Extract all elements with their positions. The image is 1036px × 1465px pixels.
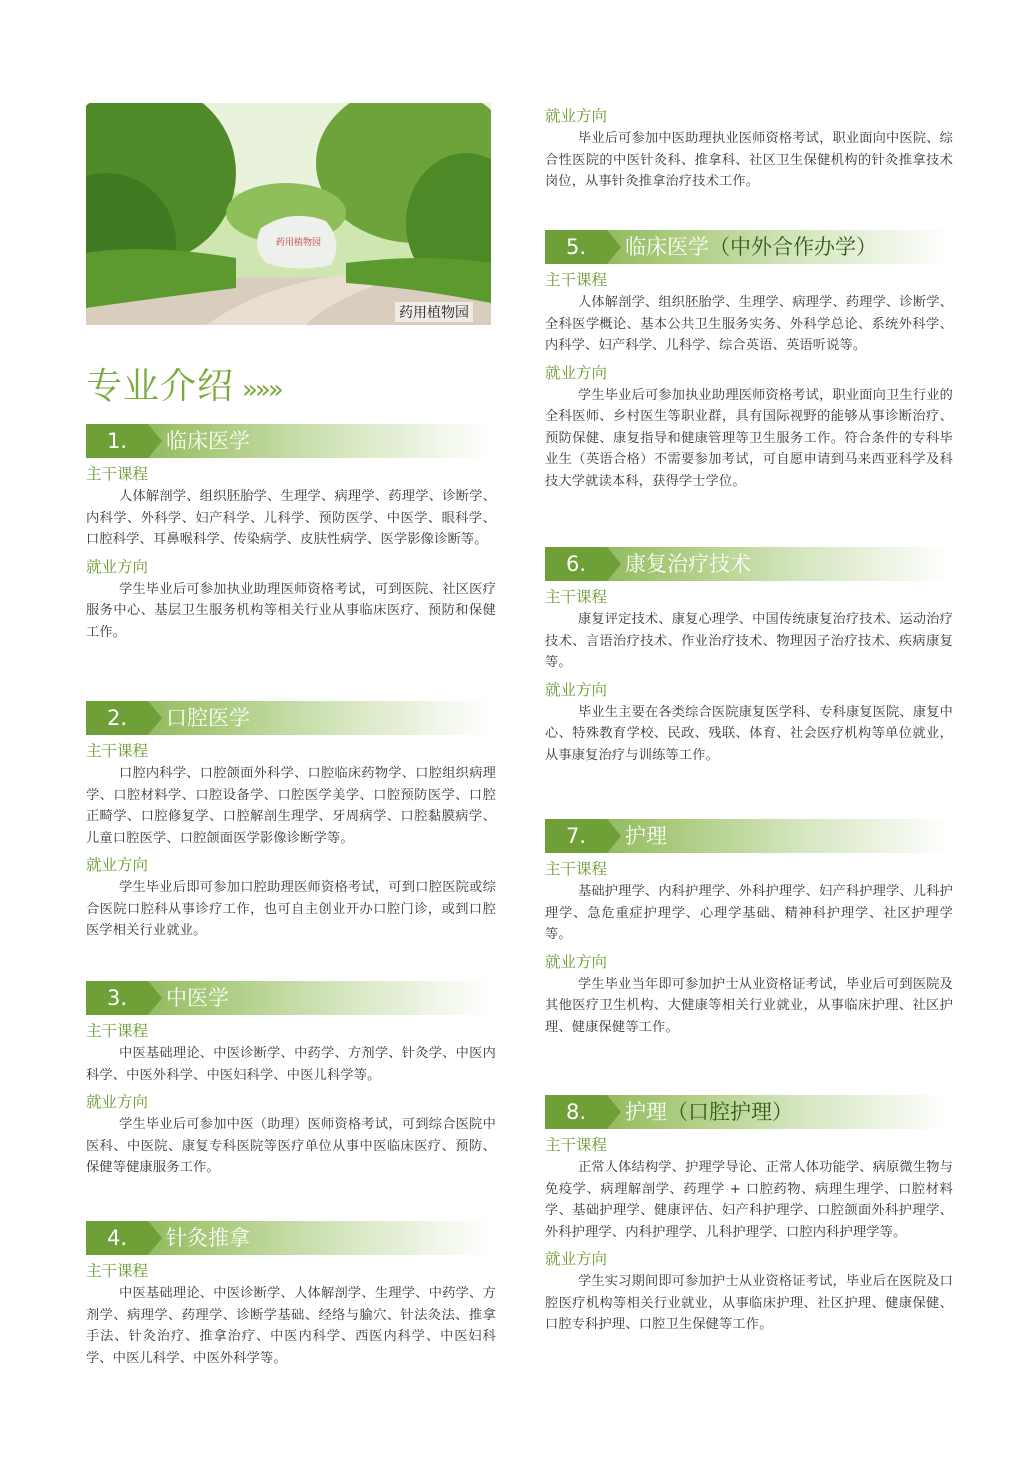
section-number: 2. [86, 701, 148, 735]
chevron-right-icon [148, 701, 162, 735]
section-name-main: 临床医学 [625, 235, 709, 259]
course-label: 主干课程 [86, 1262, 149, 1280]
course-text: 中医基础理论、中医诊断学、中药学、方剂学、针灸学、中医内科学、中医外科学、中医妇科学、中医儿科学等。 [86, 1046, 496, 1083]
section-name-main: 护理 [625, 824, 667, 848]
course-text: 口腔内科学、口腔颌面外科学、口腔临床药物学、口腔组织病理学、口腔材料学、口腔设备学、口腔医学美学、口腔预防医学、口腔正畸学、口腔修复学、口腔解剖生理学、牙周病学、口腔黏膜病学、儿童口腔医学、口腔颌面医学影像诊断学等。 [86, 766, 496, 846]
career-label: 就业方向 [545, 363, 608, 382]
photo-caption: 药用植物园 [395, 302, 473, 322]
section-name [166, 424, 250, 458]
section-name-main: 护理 [625, 1100, 667, 1124]
career-text: 毕业生主要在各类综合医院康复医学科、专科康复医院、康复中心、特殊教育学校、民政、残联、体育、社会医疗机构等单位就业，从事康复治疗与训练等工作。 [545, 704, 953, 763]
chevron-right-icon [607, 1095, 621, 1129]
section-name-main: 临床医学 [166, 429, 250, 453]
course-text: 人体解剖学、组织胚胎学、生理学、病理学、药理学、诊断学、内科学、外科学、妇产科学、儿科学、预防医学、中医学、眼科学、口腔科学、耳鼻喉科学、传染病学、皮肤性病学、医学影像诊断等。 [86, 489, 496, 547]
major-section-7 [545, 819, 953, 1038]
career-label: 就业方向 [545, 1250, 608, 1268]
career-text: 学生毕业后即可参加口腔助理医师资格考试，可到口腔医院或综合医院口腔科从事诊疗工作，也可自主创业开办口腔门诊，或到口腔医学相关行业就业。 [86, 880, 496, 938]
section-number: 7. [545, 819, 607, 853]
career-text: 学生实习期间即可参加护士从业资格证考试，毕业后在医院及口腔医疗机构等相关行业就业，从事临床护理、社区护理、健康保健、口腔专科护理、口腔卫生保健等工作。 [545, 1274, 953, 1332]
course-text: 人体解剖学、组织胚胎学、生理学、病理学、药理学、诊断学、全科医学概论、基本公共卫生服务实务、外科学总论、系统外科学、内科学、妇产科学、儿科学、综合英语、英语听说等。 [545, 295, 953, 353]
course-label: 主干课程 [545, 860, 608, 878]
chevron-right-icon [148, 424, 162, 458]
career-text: 学生毕业后可参加执业助理医师资格考试，职业面向卫生行业的全科医师、乡村医生等职业群，具有国际视野的能够从事诊断治疗、预防保健、康复指导和健康管理等卫生服务工作。符合条件的专科毕业生（英语合格）不需要参加考试，可自愿申请到马来西亚科学及科技大学就读本科，获得学士学位。 [545, 387, 953, 489]
career-text: 学生毕业后可参加执业助理医师资格考试，可到医院、社区医疗服务中心、基层卫生服务机构等相关行业从事临床医疗、预防和保健工作。 [86, 581, 496, 640]
course-label: 主干课程 [545, 271, 608, 289]
section-name-paren: （中外合作办学） [709, 235, 877, 259]
course-text: 基础护理学、内科护理学、外科护理学、妇产科护理学、儿科护理学、急危重症护理学、心理学基础、精神科护理学、社区护理学等。 [545, 884, 953, 942]
section-header-bar [86, 1221, 491, 1255]
section-name [625, 230, 877, 264]
course-label: 主干课程 [86, 465, 149, 483]
course-label: 主干课程 [545, 1136, 608, 1154]
major-section-3 [86, 981, 496, 1179]
section-number: 8. [545, 1095, 607, 1129]
course-text: 中医基础理论、中医诊断学、人体解剖学、生理学、中药学、方剂学、病理学、药理学、诊断学基础、经络与腧穴、针法灸法、推拿手法、针灸治疗、推拿治疗、中医内科学、西医内科学、中医妇科学、中医儿科学、中医外科学等。 [86, 1286, 496, 1366]
section-header-bar [545, 547, 950, 581]
intro-title-text: 专业介绍 [86, 366, 235, 407]
section-header-bar [86, 424, 491, 458]
section-name-main: 康复治疗技术 [625, 552, 751, 576]
section-number: 3. [86, 981, 148, 1015]
garden-photo-image [86, 103, 491, 325]
section-name [166, 1221, 250, 1255]
section-header-bar [86, 981, 491, 1015]
major-section-6 [545, 547, 953, 766]
section-number: 4. [86, 1221, 148, 1255]
chevron-right-icon [607, 230, 621, 264]
section-name [166, 701, 250, 735]
section-name [625, 1095, 793, 1129]
section-header-bar [545, 819, 950, 853]
section-number: 6. [545, 547, 607, 581]
course-text: 康复评定技术、康复心理学、中国传统康复治疗技术、运动治疗技术、言语治疗技术、作业治疗技术、物理因子治疗技术、疾病康复等。 [545, 612, 953, 670]
stone-text: 药用植物园 [276, 238, 322, 248]
intro-title [86, 358, 281, 409]
chevron-right-icon [607, 547, 621, 581]
career-label: 就业方向 [545, 952, 608, 971]
section-header-bar [86, 701, 491, 735]
major-section-1 [86, 424, 496, 643]
career-text: 毕业后可参加中医助理执业医师资格考试，职业面向中医院、综合性医院的中医针灸科、推拿科、社区卫生保健机构的针灸推拿技术岗位，从事针灸推拿治疗技术工作。 [545, 131, 953, 189]
section-name [166, 981, 229, 1015]
course-label: 主干课程 [86, 1022, 149, 1040]
section-name [625, 819, 667, 853]
major-section-5 [545, 230, 953, 492]
section-name [625, 547, 751, 581]
major-section-8 [545, 1095, 953, 1336]
career-label: 就业方向 [545, 107, 608, 125]
section-name-main: 口腔医学 [166, 706, 250, 730]
section-name-main: 针灸推拿 [166, 1226, 250, 1250]
course-label: 主干课程 [86, 742, 149, 760]
chevron-right-icon [148, 981, 162, 1015]
major-section-2 [86, 701, 496, 942]
chevron-arrows-icon: »»» [242, 375, 281, 405]
career-label: 就业方向 [545, 680, 608, 699]
career-text: 学生毕业当年即可参加护士从业资格证考试，毕业后可到医院及其他医疗卫生机构、大健康等相关行业就业，从事临床护理、社区护理、健康保健等工作。 [545, 976, 953, 1035]
section-name-paren: （口腔护理） [667, 1100, 793, 1124]
section-name-main: 中医学 [166, 986, 229, 1010]
career-label: 就业方向 [86, 1093, 149, 1111]
chevron-right-icon [607, 819, 621, 853]
major-section-4-career [545, 100, 953, 193]
course-label: 主干课程 [545, 588, 608, 606]
career-label: 就业方向 [86, 557, 149, 576]
section-number: 1. [86, 424, 148, 458]
section-number: 5. [545, 230, 607, 264]
section-header-bar [545, 230, 950, 264]
career-text: 学生毕业后可参加中医（助理）医师资格考试，可到综合医院中医科、中医院、康复专科医院等医疗单位从事中医临床医疗、预防、保健等健康服务工作。 [86, 1117, 496, 1175]
chevron-right-icon [148, 1221, 162, 1255]
course-text: 正常人体结构学、护理学导论、正常人体功能学、病原微生物与免疫学、病理解剖学、药理学 + 口腔药物、病理生理学、口腔材料学、基础护理学、健康评估、妇产科护理学、口腔颌面外科护理学、外科护理学、内科护理学、儿科护理学、口腔内科护理学等。 [545, 1160, 953, 1240]
major-section-4 [86, 1221, 496, 1369]
career-label: 就业方向 [86, 856, 149, 874]
garden-photo [86, 103, 491, 325]
section-header-bar [545, 1095, 950, 1129]
